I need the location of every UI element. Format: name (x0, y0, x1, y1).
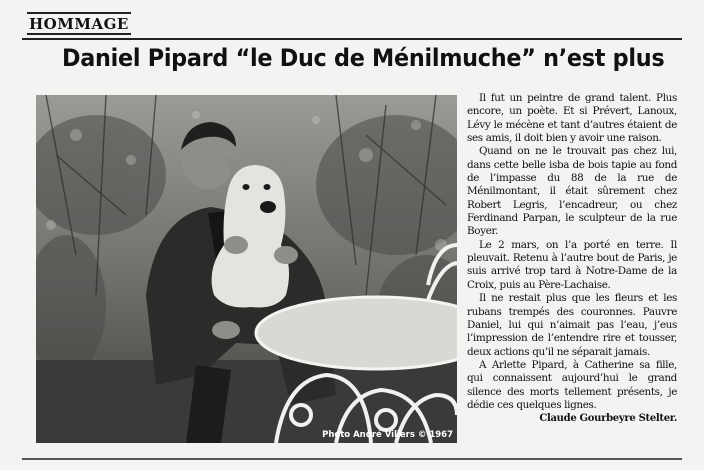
photograph (36, 95, 457, 443)
article-text (467, 92, 677, 426)
bottom-rule (22, 458, 682, 460)
photo-credit: Photo André Villers © 1967 (322, 430, 453, 440)
article-paragraph: A Arlette Pipard, à Catherine sa fille, qui connaissent aujourd’hui le grand silence des morts tellement présents, je dédie ces quelques lignes. (467, 358, 677, 411)
article-paragraph: Il ne restait plus que les fleurs et les rubans trempés des couronnes. Pauvre Daniel, lui qui n’aimait pas l’eau, j’eus l’impression de l’entendre rire et tousser, deux actions qu’il ne séparait jamais. (467, 292, 677, 358)
section-label: HOMMAGE (27, 12, 131, 35)
headline: Daniel Pipard “le Duc de Ménilmuche” n’est plus (62, 44, 665, 72)
article-paragraph: Il fut un peintre de grand talent. Plus encore, un poète. Et si Prévert, Lanoux, Lévy le mécène et tant d’autres étaient de ses amis, il doit bien y avoir une raison. (467, 92, 677, 145)
article-paragraph: Quand on ne le trouvait pas chez lui, dans cette belle isba de bois tapie au fond de l’impasse du 88 de la rue de Ménilmontant, il était sûrement chez Robert Legris, l’encadreur, ou chez Ferdinand Parpan, le sculpteur de la rue Boyer. (467, 145, 677, 238)
article-signature: Claude Gourbeyre Stelter. (539, 413, 677, 425)
photo-illustration (36, 95, 457, 443)
top-rule (22, 38, 682, 40)
article-paragraph: Le 2 mars, on l’a porté en terre. Il pleuvait. Retenu à l’autre bout de Paris, je suis arrivé trop tard à Notre-Dame de la Croix, puis au Père-Lachaise. (467, 238, 677, 291)
